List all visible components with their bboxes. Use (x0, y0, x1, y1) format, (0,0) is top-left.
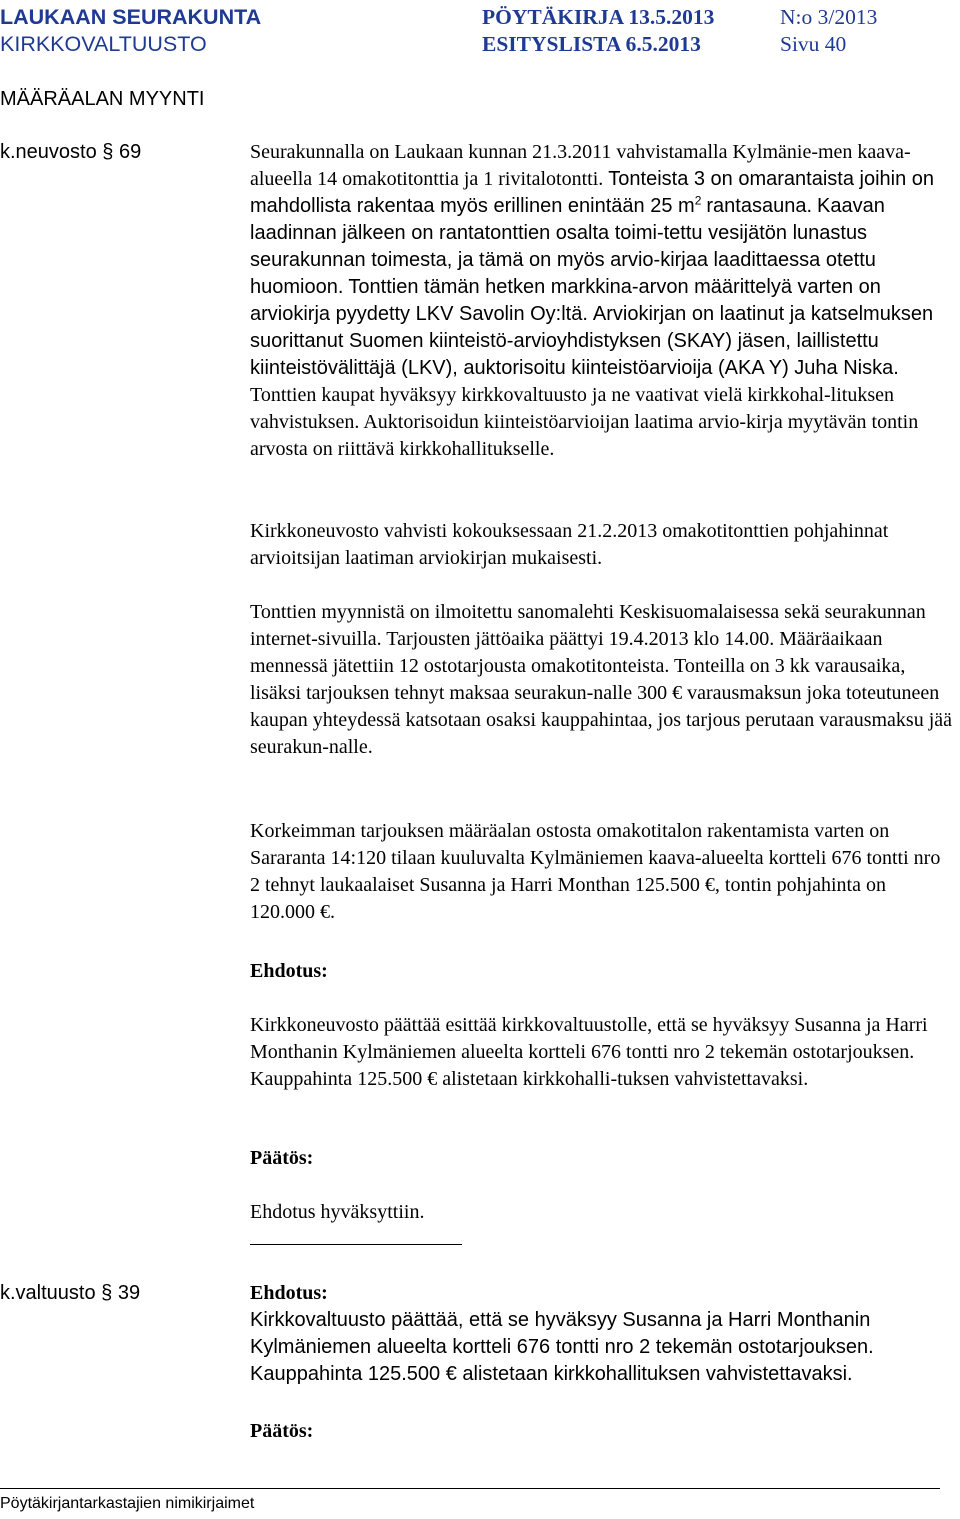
proposal-text: Kirkkoneuvosto päättää esittää kirkkovaltuustolle, että se hyväksyy Susanna ja Harri Monthanin Kylmäniemen alueelta kortteli 676 tontti nro 2 tekemän ostotarjouksen. Kauppahinta 125.500 € alistetaan kirkkohalli-tuksen vahvistettavaksi. (250, 1014, 928, 1090)
proposal-heading: Ehdotus: (250, 960, 328, 982)
footer-text: Pöytäkirjantarkastajien nimikirjaimet (0, 1495, 255, 1512)
body-name: KIRKKOVALTUUSTO (0, 32, 207, 56)
assembly-label: k.valtuusto (0, 1282, 96, 1304)
council-item-label (0, 139, 141, 166)
section-sign: § (102, 141, 114, 163)
paragraph-2: Kirkkoneuvosto vahvisti kokouksessaan 21.2.2013 omakotitonttien pohjahinnat arvioitsijan laatiman arviokirjan mukaisesti. (250, 520, 889, 569)
decision-text: Ehdotus hyväksyttiin. (250, 1201, 425, 1223)
superscript-2: 2 (694, 193, 702, 208)
agenda-date: ESITYSLISTA 6.5.2013 (482, 32, 701, 56)
assembly-decision-heading: Päätös: (250, 1420, 314, 1442)
paragraph-1h: Auktorisoidun kiinteistöarvioijan laatima arvio-kirja myytävän tontin arvosta on riittävä kirkkohallitukselle. (250, 411, 919, 460)
paragraph-1a: Seurakunnalla on Laukaan kunnan 21.3.2011 vahvistamalla Kylmänie-men kaava-alueella 14 omakotitonttia ja 1 rivitalotontti. (250, 141, 911, 190)
decision-underline (250, 1244, 462, 1245)
assembly-section-sign: § (101, 1282, 113, 1304)
footer-rule (0, 1488, 940, 1489)
minutes-date: PÖYTÄKIRJA 13.5.2013 (482, 5, 715, 29)
paragraph-1f: Arviokirjan on laatinut ja katselmuksen suorittanut Suomen kiinteistö-arvioyhdistyksen (SKAY) jäsen, laillistettu kiinteistövälittäjä (LKV), auktorisoitu kiinteistöarvioija (AKA Y) Juha Niska. (250, 303, 934, 379)
paragraph-1e: Tonttien tämän hetken markkina-arvon määrittelyä varten on arviokirja pyydetty LKV Savolin Oy:ltä. (250, 276, 881, 325)
paragraph-background (250, 139, 955, 463)
council-number: 69 (118, 141, 142, 163)
paragraph-4: Korkeimman tarjouksen määräalan ostosta omakotitalon rakentamista varten on Sararanta 14:120 tilaan kuuluvalta Kylmäniemen kaava-alueelta kortteli 676 tontti nro 2 tehnyt laukaalaiset Susanna ja Harri Monthan 125.500 €, tontin pohjahinta on 120.000 €. (250, 820, 941, 923)
paragraph-1c: rantasauna. (706, 195, 813, 217)
paragraph-1d: Kaavan laadinnan jälkeen on rantatonttien osalta toimi-tettu vesijätön lunastus seurakunnan toimesta, ja tämä on myös arvio-kirjaa laadittaessa otettu huomioon. (250, 195, 885, 298)
paragraph-3: Tonttien myynnistä on ilmoitettu sanomalehti Keskisuomalaisessa sekä seurakunnan internet-sivuilla. Tarjousten jättöaika päättyi 19.4.2013 klo 14.00. Määräaikaan mennessä jätettiin 12 ostotarjousta omakotitonteista. Tonteilla on 3 kk varausaika, lisäksi tarjouksen tehnyt maksaa seurakun-nalle 300 € varausmaksun joka toteutuneen kaupan yhteydessä katsotaan osaksi kauppahintaa, jos tarjous perutaan varausmaksu jää seurakun-nalle. (250, 601, 953, 758)
paragraph-1b: Tonteista 3 on omarantaista joihin on mahdollista rakentaa myös erillinen enintään 25 m (250, 168, 935, 217)
assembly-item-label (0, 1280, 140, 1307)
document-number: N:o 3/2013 (780, 5, 878, 29)
council-label: k.neuvosto (0, 141, 97, 163)
decision-heading: Päätös: (250, 1147, 314, 1169)
section-title: MÄÄRÄALAN MYYNTI (0, 88, 205, 110)
assembly-proposal-text: Kirkkovaltuusto päättää, että se hyväksyy Susanna ja Harri Monthanin Kylmäniemen alueelta kortteli 676 tontti nro 2 tekemän ostotarjouksen. Kauppahinta 125.500 € alistetaan kirkkohallituksen vahvistettavaksi. (250, 1309, 874, 1385)
assembly-number: 39 (117, 1282, 141, 1304)
assembly-proposal-heading: Ehdotus: (250, 1282, 328, 1304)
page-number: Sivu 40 (780, 32, 847, 56)
organization-name: LAUKAAN SEURAKUNTA (0, 5, 262, 29)
paragraph-1g: Tonttien kaupat hyväksyy kirkkovaltuusto ja ne vaativat vielä kirkkohal-lituksen vahvistuksen. (250, 384, 895, 433)
